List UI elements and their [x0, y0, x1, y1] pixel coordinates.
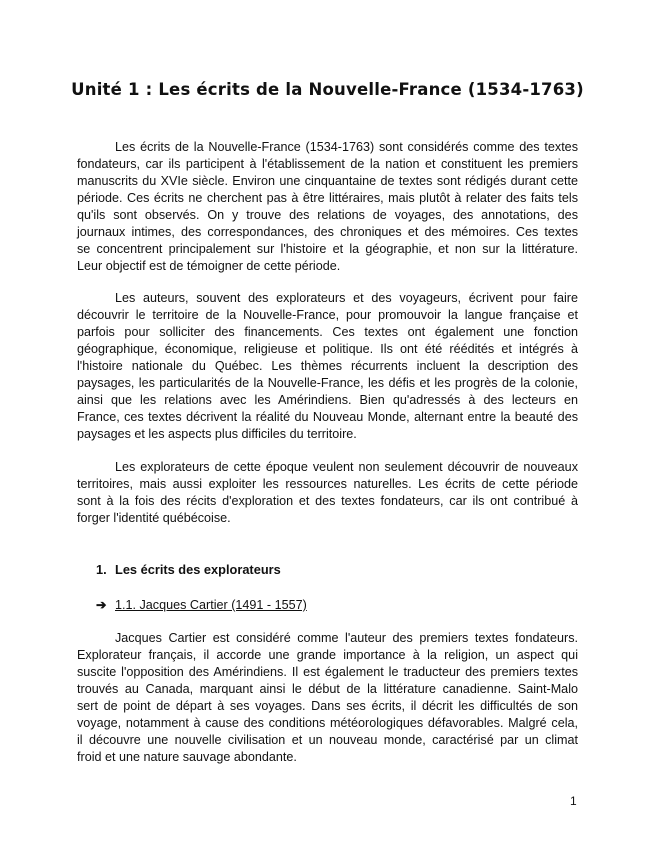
- text-line: découvrir le territoire de la Nouvelle-France, pour promouvoir la langue française et: [77, 308, 578, 322]
- text-line: qu'ils sont observés. On y trouve des relations de voyages, des annotations, des: [77, 208, 578, 222]
- text-line: France, ces textes décrivent la réalité du Nouveau Monde, alternant entre la beauté des: [77, 410, 578, 424]
- text-line: Explorateur français, il accorde une grande importance à la religion, un aspect qui: [77, 648, 578, 662]
- text-line: trouvés au Canada, marquant ainsi le début de la littérature canadienne. Saint-Malo: [77, 682, 578, 696]
- paragraph-authors: [77, 290, 578, 443]
- text-line: sert de point de départ à ses voyages. Dans ses écrits, il décrit les difficultés de son: [77, 699, 578, 713]
- section-heading: [96, 562, 281, 577]
- text-line: paysages et les aspects plus difficiles du territoire.: [77, 427, 357, 441]
- text-line: ainsi que les relations avec les Amérindiens. Bien qu'adressés à des lecteurs en: [77, 393, 578, 407]
- text-line: sont à la fois des récits d'exploration et des textes fondateurs, car ils ont contribué à: [77, 494, 578, 508]
- text-line: Leur objectif est de témoigner de cette période.: [77, 259, 341, 273]
- text-line: territoires, mais aussi exploiter les ressources naturelles. Les écrits de cette période: [77, 477, 578, 491]
- paragraph-explorers: [77, 459, 578, 527]
- text-line: manuscrits du XVIe siècle. Environ une cinquantaine de textes sont rédigés durant cette: [77, 174, 578, 188]
- section-number: 1.: [96, 562, 107, 577]
- paragraph-cartier: [77, 630, 578, 766]
- arrow-icon: ➔: [96, 598, 107, 612]
- text-line: journaux intimes, des correspondances, des chroniques et des mémoires. Ces textes: [77, 225, 578, 239]
- text-line: paysages, les particularités de la Nouvelle-France, les défis et les progrès de la colonie,: [77, 376, 578, 390]
- paragraph-intro: [77, 139, 578, 275]
- text-line: froid et une nature sauvage abondante.: [77, 750, 297, 764]
- text-line: forger l'identité québécoise.: [77, 511, 231, 525]
- text-line: Les auteurs, souvent des explorateurs et des voyageurs, écrivent pour faire: [115, 291, 578, 305]
- text-line: Jacques Cartier est considéré comme l'auteur des premiers textes fondateurs.: [115, 631, 578, 645]
- text-line: Les explorateurs de cette époque veulent non seulement découvrir de nouveaux: [115, 460, 578, 474]
- text-line: voyage, notamment à cause des conditions météorologiques défavorables. Malgré cela,: [77, 716, 578, 730]
- text-line: période. Ces écrits ne cherchent pas à être littéraires, mais plutôt à relater des faits tels: [77, 191, 578, 205]
- page-title: Unité 1 : Les écrits de la Nouvelle-France (1534-1763): [71, 80, 584, 99]
- page-number: 1: [570, 794, 577, 808]
- text-line: Les écrits de la Nouvelle-France (1534-1763) sont considérés comme des textes: [115, 140, 578, 154]
- text-line: géographique, économique, religieuse et politique. Ils ont été réédités et intégrés à: [77, 342, 578, 356]
- text-line: parfois pour solliciter des financements. Ces textes ont également une fonction: [77, 325, 578, 339]
- text-line: l'histoire nationale du Québec. Les thèmes récurrents incluent la description des: [77, 359, 578, 373]
- text-line: il découvre une nouvelle civilisation et un nouveau monde, caractérisé par un climat: [77, 733, 578, 747]
- text-line: se concentrent principalement sur l'histoire et la géographie, et non sur la littérature.: [77, 242, 578, 256]
- subsection-title: 1.1. Jacques Cartier (1491 - 1557): [115, 598, 307, 612]
- section-title: Les écrits des explorateurs: [115, 562, 281, 577]
- text-line: suscite l'opposition des Amérindiens. Il est également le traducteur des premiers textes: [77, 665, 578, 679]
- text-line: fondateurs, car ils participent à l'établissement de la nation et constituent les premiers: [77, 157, 578, 171]
- subsection-heading: [96, 597, 307, 612]
